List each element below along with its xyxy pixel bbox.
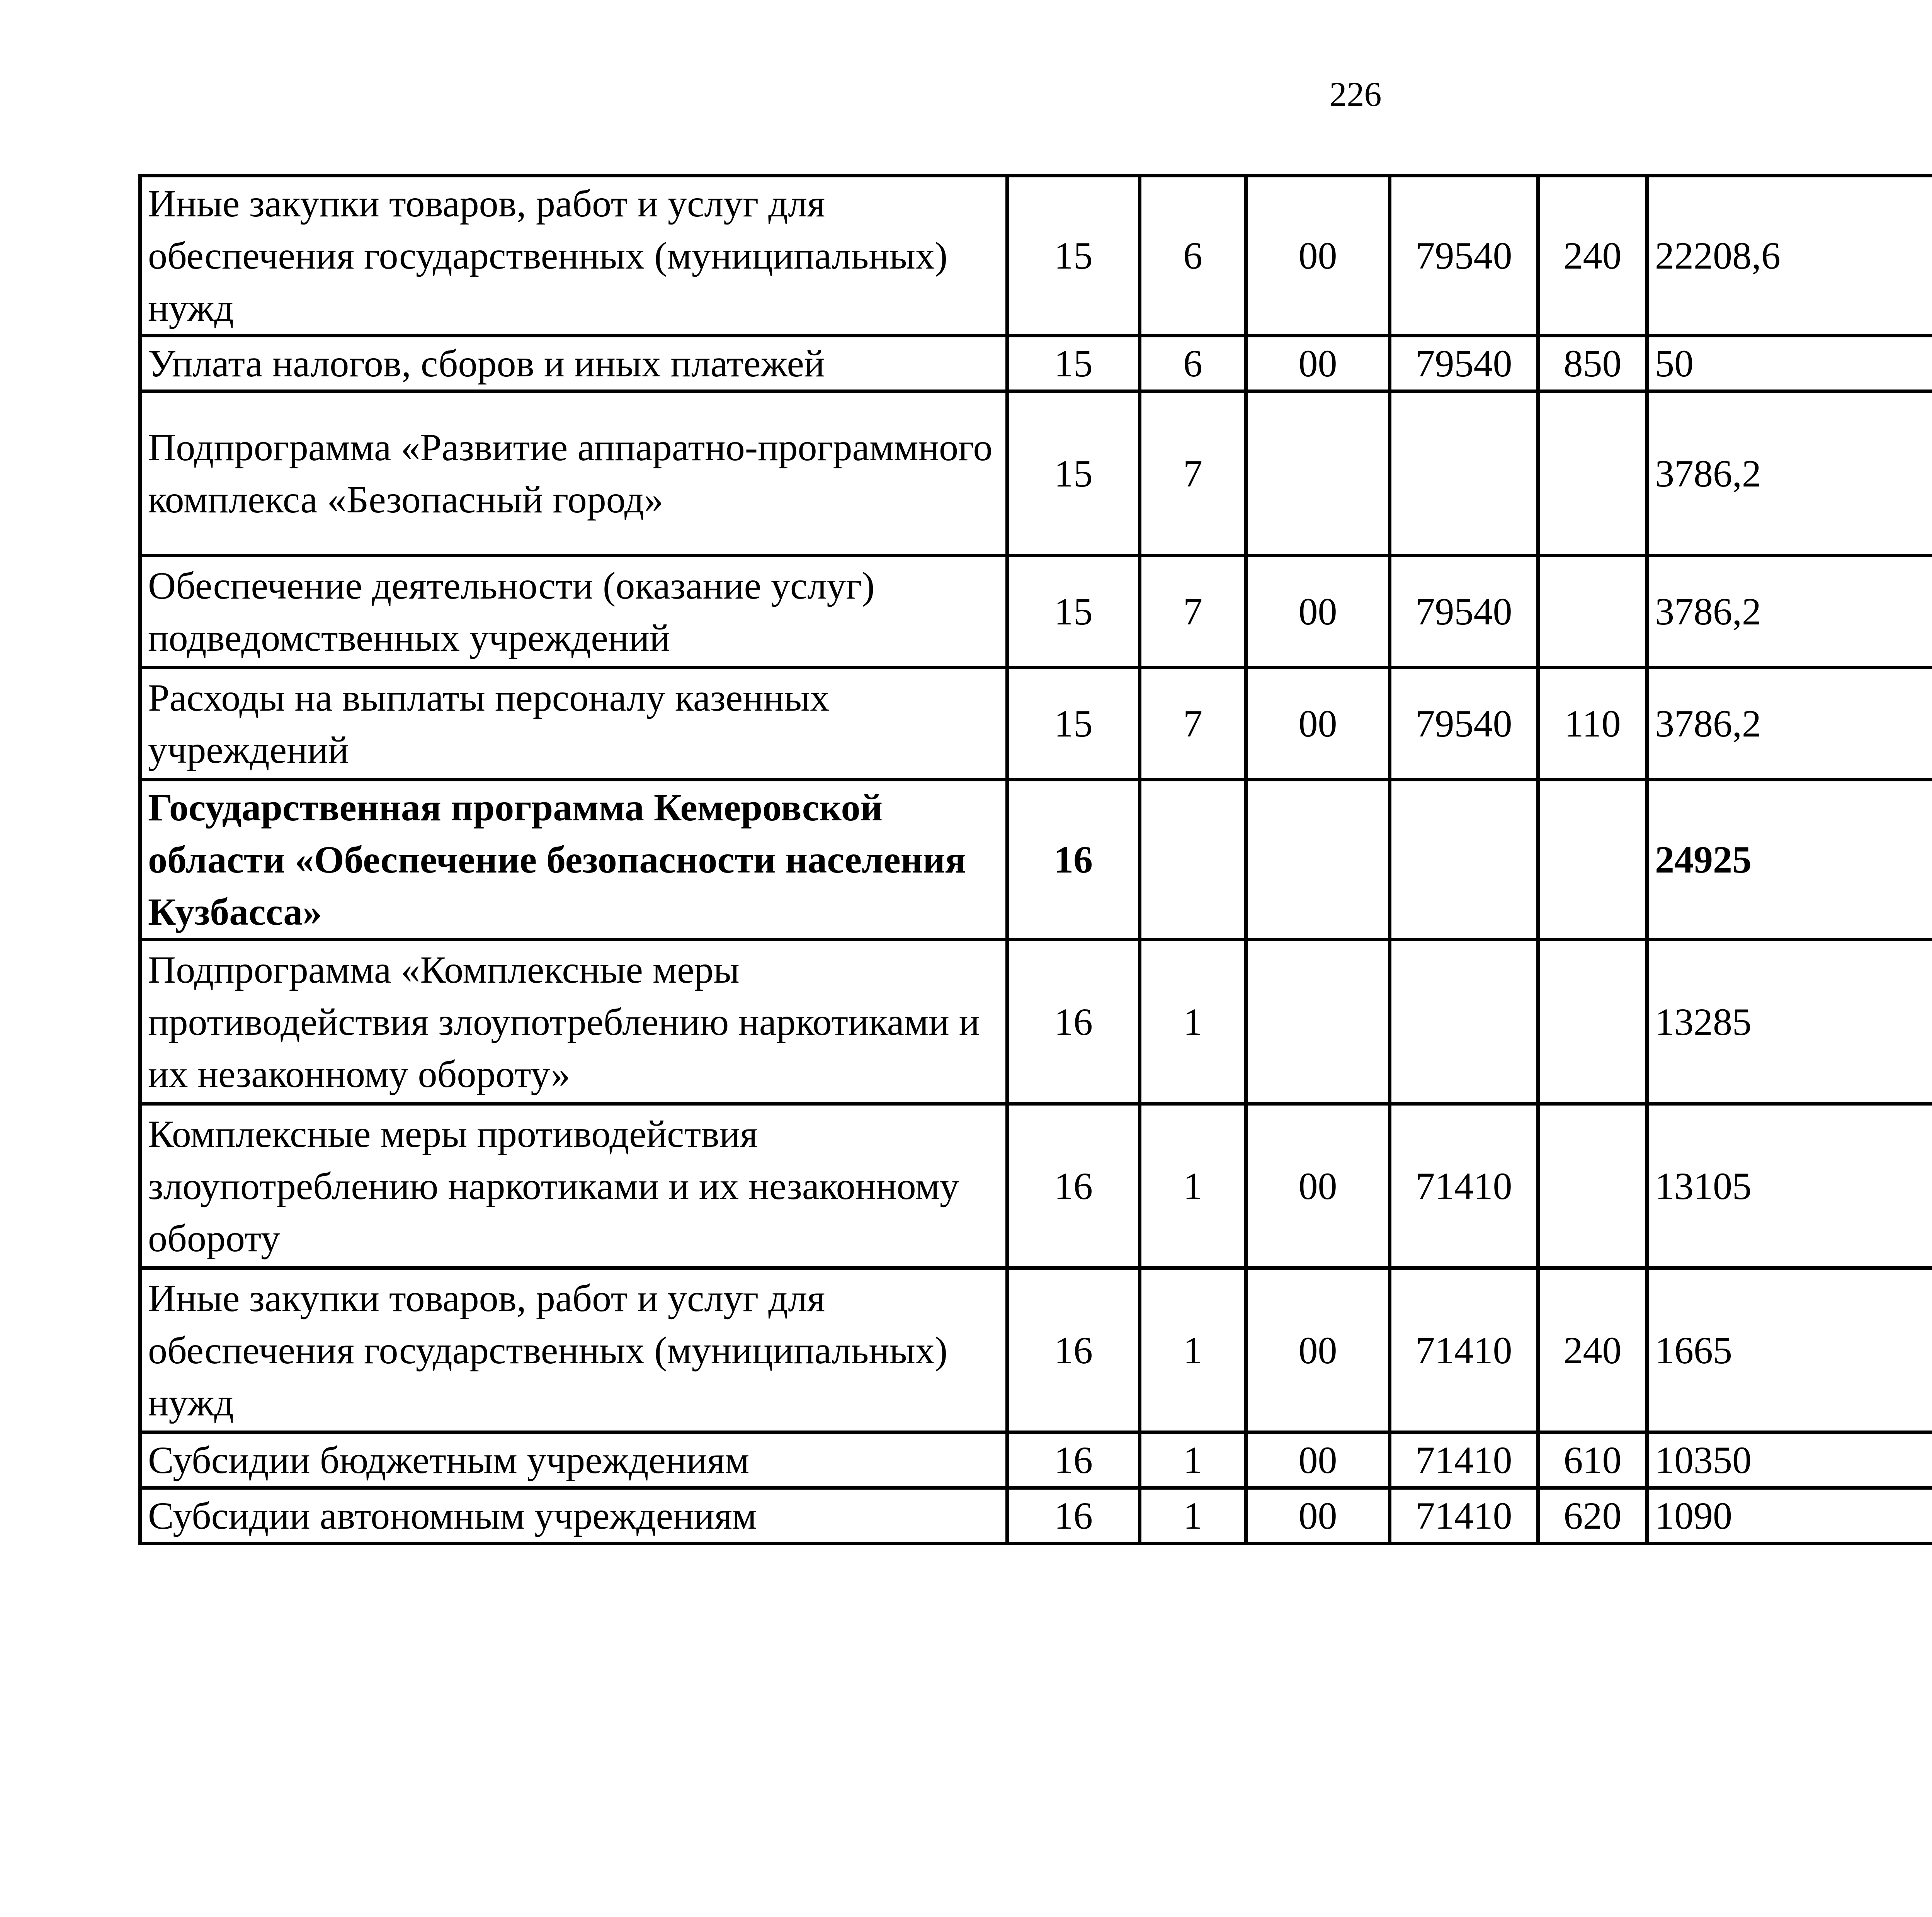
subprogram-code-cell: 6	[1140, 176, 1246, 336]
expense-type-cell	[1538, 391, 1647, 556]
expense-type-cell: 620	[1538, 1488, 1647, 1544]
row-name-cell: Расходы на выплаты персоналу казенных учреждений	[140, 668, 1007, 780]
amount-year1-cell: 24925	[1647, 780, 1932, 940]
amount-year1-cell: 3786,2	[1647, 556, 1932, 668]
expense-code-cell: 79540	[1390, 668, 1538, 780]
program-code-cell: 15	[1007, 668, 1140, 780]
direction-code-cell: 00	[1246, 668, 1390, 780]
direction-code-cell: 00	[1246, 1268, 1390, 1432]
direction-code-cell: 00	[1246, 176, 1390, 336]
program-code-cell: 15	[1007, 391, 1140, 556]
direction-code-cell	[1246, 940, 1390, 1104]
subprogram-code-cell: 7	[1140, 391, 1246, 556]
budget-table	[138, 174, 1932, 1545]
row-name-cell: Иные закупки товаров, работ и услуг для обеспечения государственных (муниципальных) нужд	[140, 176, 1007, 336]
expense-type-cell	[1538, 940, 1647, 1104]
program-code-cell: 16	[1007, 1488, 1140, 1544]
expense-code-cell: 79540	[1390, 556, 1538, 668]
program-code-cell: 15	[1007, 556, 1140, 668]
table-row	[140, 668, 1932, 780]
amount-year1-cell: 1090	[1647, 1488, 1932, 1544]
expense-type-cell: 110	[1538, 668, 1647, 780]
expense-code-cell	[1390, 391, 1538, 556]
direction-code-cell: 00	[1246, 1104, 1390, 1268]
expense-code-cell: 79540	[1390, 336, 1538, 391]
expense-code-cell: 71410	[1390, 1488, 1538, 1544]
table-body	[140, 176, 1932, 1544]
table-row	[140, 176, 1932, 336]
row-name-cell: Подпрограмма «Развитие аппаратно-программного комплекса «Безопасный город»	[140, 391, 1007, 556]
program-code-cell: 15	[1007, 336, 1140, 391]
expense-type-cell	[1538, 556, 1647, 668]
expense-code-cell	[1390, 780, 1538, 940]
direction-code-cell: 00	[1246, 556, 1390, 668]
amount-year1-cell: 1665	[1647, 1268, 1932, 1432]
table-row	[140, 1488, 1932, 1544]
amount-year1-cell: 10350	[1647, 1432, 1932, 1488]
expense-type-cell: 240	[1538, 176, 1647, 336]
row-name-cell: Уплата налогов, сборов и иных платежей	[140, 336, 1007, 391]
subprogram-code-cell: 7	[1140, 668, 1246, 780]
subprogram-code-cell: 1	[1140, 1432, 1246, 1488]
table-row	[140, 391, 1932, 556]
row-name-cell: Обеспечение деятельности (оказание услуг) подведомственных учреждений	[140, 556, 1007, 668]
expense-code-cell	[1390, 940, 1538, 1104]
amount-year1-cell: 13105	[1647, 1104, 1932, 1268]
amount-year1-cell: 3786,2	[1647, 391, 1932, 556]
page-number: 226	[1329, 75, 1382, 114]
amount-year1-cell: 22208,6	[1647, 176, 1932, 336]
direction-code-cell	[1246, 391, 1390, 556]
table-row	[140, 556, 1932, 668]
program-code-cell: 16	[1007, 940, 1140, 1104]
expense-type-cell: 850	[1538, 336, 1647, 391]
subprogram-code-cell: 1	[1140, 1488, 1246, 1544]
subprogram-code-cell	[1140, 780, 1246, 940]
table-row	[140, 780, 1932, 940]
expense-code-cell: 71410	[1390, 1104, 1538, 1268]
expense-type-cell	[1538, 1104, 1647, 1268]
expense-type-cell	[1538, 780, 1647, 940]
table-row	[140, 940, 1932, 1104]
amount-year1-cell: 13285	[1647, 940, 1932, 1104]
expense-code-cell: 71410	[1390, 1432, 1538, 1488]
expense-type-cell: 240	[1538, 1268, 1647, 1432]
subprogram-code-cell: 1	[1140, 1104, 1246, 1268]
amount-year1-cell: 50	[1647, 336, 1932, 391]
row-name-cell: Субсидии автономным учреждениям	[140, 1488, 1007, 1544]
amount-year1-cell: 3786,2	[1647, 668, 1932, 780]
expense-type-cell: 610	[1538, 1432, 1647, 1488]
direction-code-cell: 00	[1246, 336, 1390, 391]
direction-code-cell	[1246, 780, 1390, 940]
subprogram-code-cell: 7	[1140, 556, 1246, 668]
subprogram-code-cell: 6	[1140, 336, 1246, 391]
table-row	[140, 1432, 1932, 1488]
expense-code-cell: 71410	[1390, 1268, 1538, 1432]
table-row	[140, 336, 1932, 391]
row-name-cell: Подпрограмма «Комплексные меры противодействия злоупотреблению наркотиками и их незаконному обороту»	[140, 940, 1007, 1104]
program-code-cell: 16	[1007, 780, 1140, 940]
subprogram-code-cell: 1	[1140, 1268, 1246, 1432]
table-row	[140, 1268, 1932, 1432]
row-name-cell: Государственная программа Кемеровской области «Обеспечение безопасности населения Кузбасса»	[140, 780, 1007, 940]
row-name-cell: Субсидии бюджетным учреждениям	[140, 1432, 1007, 1488]
table-row	[140, 1104, 1932, 1268]
program-code-cell: 16	[1007, 1432, 1140, 1488]
direction-code-cell: 00	[1246, 1488, 1390, 1544]
subprogram-code-cell: 1	[1140, 940, 1246, 1104]
row-name-cell: Иные закупки товаров, работ и услуг для обеспечения государственных (муниципальных) нужд	[140, 1268, 1007, 1432]
direction-code-cell: 00	[1246, 1432, 1390, 1488]
expense-code-cell: 79540	[1390, 176, 1538, 336]
program-code-cell: 16	[1007, 1104, 1140, 1268]
program-code-cell: 16	[1007, 1268, 1140, 1432]
program-code-cell: 15	[1007, 176, 1140, 336]
row-name-cell: Комплексные меры противодействия злоупотреблению наркотиками и их незаконному обороту	[140, 1104, 1007, 1268]
